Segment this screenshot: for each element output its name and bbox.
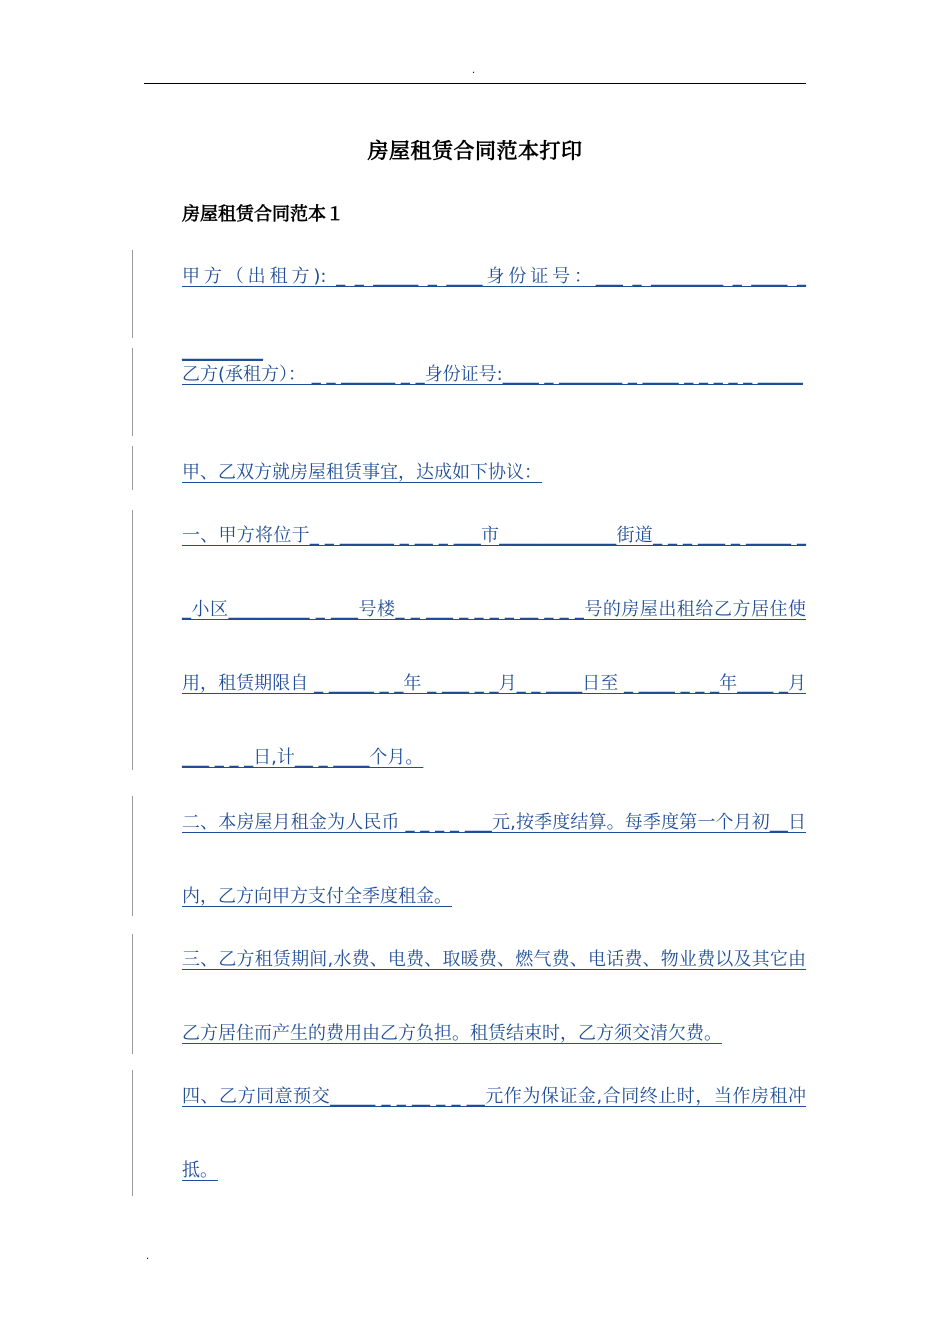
document-title: 房屋租赁合同范本打印 [367, 139, 583, 163]
paragraph-party-b [144, 338, 806, 412]
revision-bar [132, 446, 133, 490]
revision-bar [132, 796, 133, 916]
paragraph-text: 四、乙方同意预交_____ _ _ __ _ _ __元作为保证金,合同终止时，当作房租冲抵。 [182, 1086, 806, 1181]
revision-bar [132, 250, 133, 338]
revision-bar [132, 934, 133, 1054]
paragraph-clause-4 [144, 1060, 806, 1208]
footer-dot: . [146, 1251, 150, 1262]
document-subtitle: 房屋租赁合同范本１ [182, 204, 344, 225]
paragraph-text: 三、乙方租赁期间,水费、电费、取暖费、燃气费、电话费、物业费以及其它由乙方居住而产生的费用由乙方负担。租赁结束时，乙方须交清欠费。 [182, 949, 806, 1044]
paragraph-text: 甲方（出租方): _ _ _____ _ ____身份证号：___ _ ________ _ ____ _ _________ [182, 266, 806, 361]
paragraph-text: 二、本房屋月租金为人民币 _ _ _ _ ___元,按季度结算。每季度第一个月初__日内，乙方向甲方支付全季度租金。 [182, 812, 806, 907]
paragraph-text: 乙方(承租方）： _ _ ______ _ _身份证号:____ _ _______ _ ____ _ _ _ _ _ _____ [182, 364, 803, 385]
paragraph-text: 一、甲方将位于_ _ ______ _ __ _ ___市_____________街道_ _ _ ___ _ _____ _ _小区_________ _ ___号楼_ _ ___ _ _ _ _ __ _ _ _号的房屋出租给乙方居住使用，租赁期限自 _ _____ _ _年 _ ___ _ _月_ _ ____日至 _ ____ _ _ _年____ _月___ _ _ _日,计__ _ ____个月。 [182, 525, 806, 768]
paragraph-clause-1 [144, 499, 806, 795]
header-rule [144, 83, 806, 84]
revision-bar [132, 510, 133, 770]
paragraph-clause-2 [144, 786, 806, 934]
paragraph-text: 甲、乙双方就房屋租赁事宜，达成如下协议： [182, 462, 542, 483]
header-dot: . [472, 65, 476, 76]
revision-bar [132, 348, 133, 436]
revision-bar [132, 1070, 133, 1196]
paragraph-clause-3 [144, 923, 806, 1071]
